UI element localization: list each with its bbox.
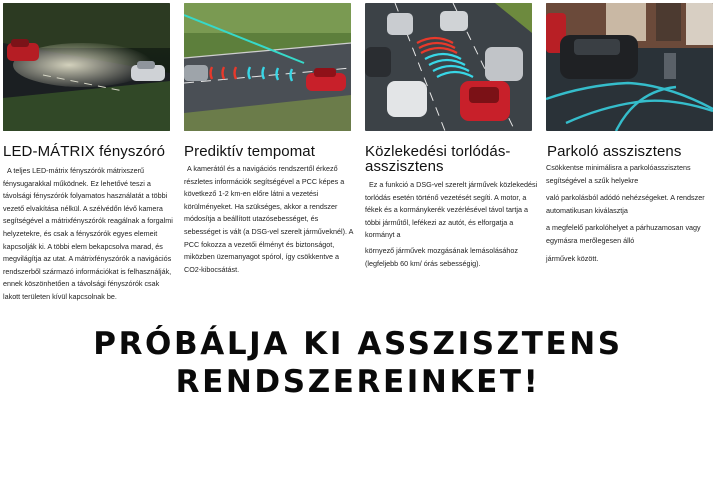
cta-line-1: PRÓBÁLJA KI ASSZISZTENS — [93, 326, 623, 362]
parking-guidance-photo-svg — [546, 3, 713, 131]
traffic-jam-photo-svg — [365, 3, 532, 131]
cta-line-2: RENDSZEREINKET! — [175, 364, 541, 400]
feature-title-led-matrix: LED-MÁTRIX fényszóró — [3, 143, 166, 160]
feature-paragraph: való parkolásból adódó nehézségeket. A rendszer automatikusan kiválasztja — [546, 193, 705, 215]
feature-paragraph: A teljes LED-mátrix fényszórók mátrixszerű fénysugarakkal működnek. Ez lehetővé teszi a távolsági fényszórók folyamatos használatát a többi vezető elvakítása nélkül. A szélvédőn lévő kamera segítségével a mátrixfényszórók reagálnak a forgalmi helyzetekre, és csak a fényszórók egyes elemeit kapcsolják ki. A többi elem bekapcsolva marad, és megvilágítja az utat. A mátrixfényszórók a navigációs rendszerből származó információkat is felhasználják, ennek köszönhetően a távolsági fényszórók csak lakott területen kívül kapcsolnak be. — [3, 166, 173, 301]
feature-paragraph: A kamerától és a navigációs rendszertől érkező részletes információk segítségével a PCC képes a következő 1-2 km-en előre látni a vezetési körülményeket. Ha szükséges, akkor a rendszer módosítja a beállított utazósebességet, és sebességet is vált (a DSG-vel szerelt járműveknél). A PCC fokozza a vezetői élményt és biztonságot, miközben üzemanyagot spórol, így csökkentve a CO2-kibocsátást. — [184, 164, 353, 274]
feature-body-led-matrix — [3, 165, 173, 304]
feature-paragraph: Ez a funkció a DSG-vel szerelt járművek közlekedési torlódás esetén történő vezetését segíti. A motor, a fékek és a kormánykerék vezérlésével távol tartja a többi járműtől, lefékezi az autót, és elforgatja a kormányt a — [365, 180, 538, 240]
traffic-jam-photo — [365, 3, 532, 131]
feature-title-traffic-jam — [365, 144, 511, 174]
feature-title-predictive-cruise: Prediktív tempomat — [184, 143, 316, 160]
feature-body-park-assist — [546, 162, 711, 265]
highway-radar-photo-svg — [184, 3, 351, 131]
feature-paragraph: Csökkentse minimálisra a parkolóasszisztens segítségével a szűk helyekre — [546, 163, 691, 185]
title-line: asszisztens — [365, 158, 444, 175]
feature-paragraph: környező járművek mozgásának lemásolásához (legfeljebb 60 km/ órás sebességig). — [365, 245, 519, 268]
title-line: Közlekedési torlódás- — [365, 143, 511, 160]
feature-paragraph: járművek között. — [546, 253, 599, 263]
feature-body-traffic-jam — [365, 179, 540, 270]
highway-radar-photo — [184, 3, 351, 131]
night-road-headlights-photo-svg — [3, 3, 170, 131]
feature-paragraph: a megfelelő parkolóhelyet a párhuzamosan vagy egymásra merőlegesen álló — [546, 223, 701, 245]
feature-body-predictive-cruise — [184, 163, 356, 276]
feature-title-park-assist: Parkoló asszisztens — [547, 143, 682, 160]
night-road-headlights-photo — [3, 3, 170, 131]
parking-guidance-photo — [546, 3, 713, 131]
